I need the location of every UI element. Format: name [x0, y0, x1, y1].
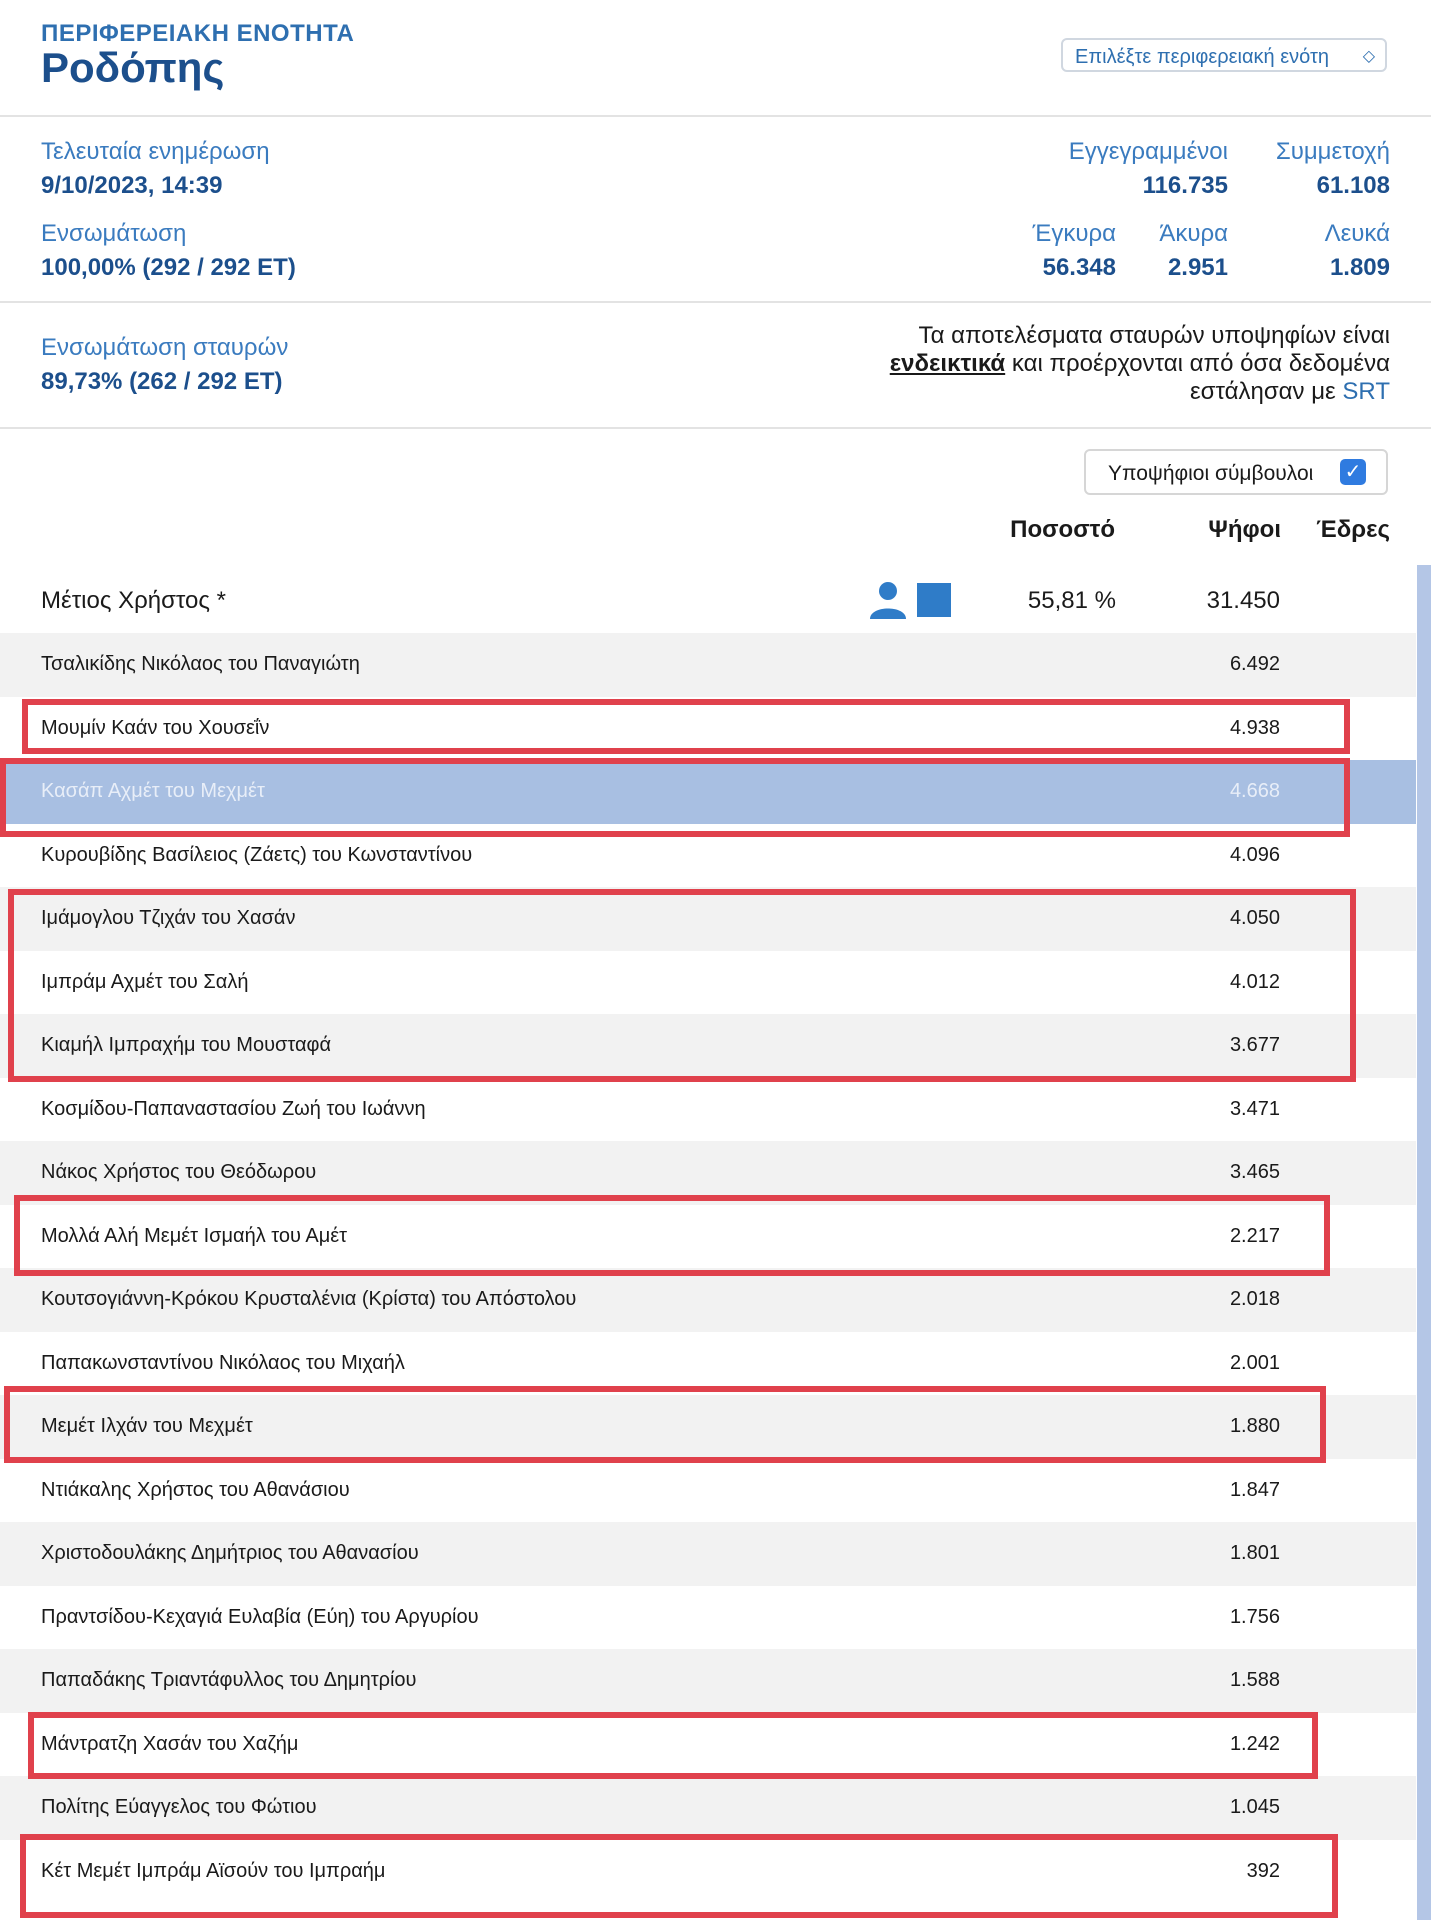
checkbox-checked-icon[interactable]: ✓	[1340, 459, 1366, 485]
turnout-value: 61.108	[1316, 172, 1390, 199]
candidate-name: Πραντσίδου-Κεχαγιά Ευλαβία (Εύη) του Αργυρίου	[41, 1605, 479, 1628]
candidate-votes: 3.677	[1229, 1034, 1280, 1056]
candidate-name: Κέτ Μεμέτ Ιμπράμ Αϊσούν του Ιμπραήμ	[41, 1859, 386, 1882]
table-row[interactable]	[0, 1586, 1416, 1650]
candidate-votes: 4.668	[1229, 780, 1280, 802]
candidate-name: Ιμπράμ Αχμέτ του Σαλή	[41, 970, 249, 993]
candidate-name: Κοσμίδου-Παπαναστασίου Ζωή του Ιωάννη	[41, 1097, 426, 1120]
registered-value: 116.735	[1142, 172, 1228, 199]
candidate-votes: 1.588	[1229, 1669, 1280, 1691]
highlight-box	[8, 889, 1356, 1082]
column-header-seats: Έδρες	[1316, 516, 1390, 543]
column-header-percent: Ποσοστό	[1010, 516, 1115, 543]
srt-link[interactable]: SRT	[1342, 378, 1390, 405]
candidate-votes: 4.938	[1229, 716, 1280, 739]
candidate-name: Κυρουβίδης Βασίλειος (Ζάετς) του Κωνσταντίνου	[41, 843, 473, 866]
region-select-dropdown[interactable]	[1061, 38, 1387, 72]
table-row[interactable]	[0, 1078, 1416, 1142]
highlight-box	[0, 758, 1350, 837]
registered-label: Εγγεγραμμένοι	[1068, 138, 1228, 165]
candidate-name: Κασάπ Αχμέτ του Μεχμέτ	[41, 780, 265, 802]
candidate-name: Νάκος Χρήστος του Θεόδωρου	[41, 1161, 317, 1183]
blank-value: 1.809	[1329, 254, 1390, 281]
note-text-2: και προέρχονται από όσα δεδομένα	[1011, 350, 1390, 377]
person-icon	[868, 581, 908, 619]
region-select-label: Επιλέξτε περιφερειακή ενότη	[1075, 46, 1330, 68]
candidate-votes: 3.471	[1229, 1097, 1280, 1120]
last-update-label: Τελευταία ενημέρωση	[41, 138, 270, 165]
stats-panel	[0, 117, 1431, 303]
table-row[interactable]	[0, 633, 1416, 697]
cross-integration-label: Ενσωμάτωση σταυρών	[41, 334, 289, 361]
note-indicative-link[interactable]: ενδεικτικά	[889, 350, 1006, 377]
invalid-label: Άκυρα	[1159, 220, 1228, 247]
candidate-name: Μάντρατζη Χασάν του Χαζήμ	[41, 1732, 299, 1755]
candidate-votes: 4.012	[1229, 970, 1280, 993]
candidate-votes: 2.001	[1229, 1351, 1280, 1374]
table-row[interactable]	[0, 1268, 1416, 1332]
candidate-votes: 4.096	[1229, 843, 1280, 866]
table-row[interactable]	[0, 1776, 1416, 1840]
candidate-name: Χριστοδουλάκης Δημήτριος του Αθανασίου	[41, 1542, 419, 1564]
valid-label: Έγκυρα	[1032, 220, 1116, 247]
candidate-votes: 1.847	[1229, 1478, 1280, 1501]
candidate-votes: 392	[1246, 1859, 1280, 1882]
table-row[interactable]	[0, 1649, 1416, 1713]
candidate-name: Ιμάμογλου Τζιχάν του Χασάν	[41, 907, 296, 929]
lead-candidate-name: Μέτιος Χρήστος *	[41, 587, 226, 614]
candidate-votes: 1.045	[1229, 1796, 1280, 1818]
integration-label: Ενσωμάτωση	[41, 220, 187, 247]
candidates-toggle[interactable]	[1084, 449, 1388, 495]
region-type-label: ΠΕΡΙΦΕΡΕΙΑΚΗ ΕΝΟΤΗΤΑ	[41, 20, 355, 47]
candidate-votes: 2.018	[1229, 1288, 1280, 1310]
highlight-box	[28, 1712, 1318, 1779]
candidate-name: Κιαμήλ Ιμπραχήμ του Μουσταφά	[41, 1034, 332, 1056]
candidate-votes: 1.880	[1229, 1415, 1280, 1437]
page-title: Ροδόπης	[41, 44, 225, 91]
candidate-name: Τσαλικίδης Νικόλαος του Παναγιώτη	[41, 653, 360, 675]
highlight-box	[14, 1195, 1330, 1276]
highlight-box	[4, 1386, 1326, 1463]
page-header	[0, 0, 1431, 117]
turnout-label: Συμμετοχή	[1275, 138, 1390, 165]
candidate-votes: 3.465	[1229, 1161, 1280, 1183]
last-update-value: 9/10/2023, 14:39	[41, 172, 223, 199]
candidate-name: Μολλά Αλή Μεμέτ Ισμαήλ του Αμέτ	[41, 1224, 348, 1247]
candidate-name: Μουμίν Καάν του Χουσεΐν	[41, 716, 270, 739]
highlight-box	[22, 699, 1350, 754]
invalid-value: 2.951	[1167, 254, 1228, 281]
candidate-name: Πολίτης Εύαγγελος του Φώτιου	[41, 1796, 317, 1818]
candidate-name: Μεμέτ Ιλχάν του Μεχμέτ	[41, 1415, 253, 1437]
candidate-votes: 4.050	[1229, 907, 1280, 929]
lead-candidate-votes: 31.450	[1206, 587, 1280, 614]
valid-value: 56.348	[1042, 254, 1116, 281]
candidate-votes: 2.217	[1229, 1224, 1280, 1247]
candidate-votes: 1.756	[1229, 1605, 1280, 1628]
column-header-votes: Ψήφοι	[1208, 516, 1281, 543]
cross-integration-panel	[0, 303, 1431, 429]
scrollbar[interactable]	[1417, 565, 1431, 1920]
table-row[interactable]	[0, 1522, 1416, 1586]
candidate-name: Παπακωνσταντίνου Νικόλαος του Μιχαήλ	[41, 1351, 405, 1374]
table-row[interactable]	[0, 1459, 1416, 1523]
indicative-note	[830, 322, 1390, 406]
lead-candidate-row[interactable]	[0, 567, 1416, 633]
chevron-updown-icon: ◇	[1362, 48, 1375, 65]
cross-integration-value: 89,73% (262 / 292 ΕΤ)	[41, 368, 283, 395]
candidate-votes: 6.492	[1229, 653, 1280, 675]
note-text-1: Τα αποτελέσματα σταυρών υποψηφίων είναι	[918, 322, 1390, 349]
blank-label: Λευκά	[1324, 220, 1390, 247]
candidate-name: Κουτσογιάννη-Κρόκου Κρυσταλένια (Κρίστα) του Απόστολου	[41, 1288, 577, 1310]
candidate-name: Παπαδάκης Τριαντάφυλλος του Δημητρίου	[41, 1669, 417, 1691]
party-color-swatch	[917, 583, 951, 617]
candidate-votes: 1.242	[1229, 1732, 1280, 1755]
lead-candidate-percent: 55,81 %	[1027, 587, 1116, 614]
highlight-box	[20, 1834, 1338, 1918]
integration-value: 100,00% (292 / 292 ΕΤ)	[41, 254, 296, 281]
candidate-name: Ντιάκαλης Χρήστος του Αθανάσιου	[41, 1478, 350, 1501]
candidates-toggle-label: Υποψήφιοι σύμβουλοι	[1108, 462, 1314, 485]
note-text-3: εστάλησαν με	[1189, 378, 1336, 405]
candidate-votes: 1.801	[1229, 1542, 1280, 1564]
